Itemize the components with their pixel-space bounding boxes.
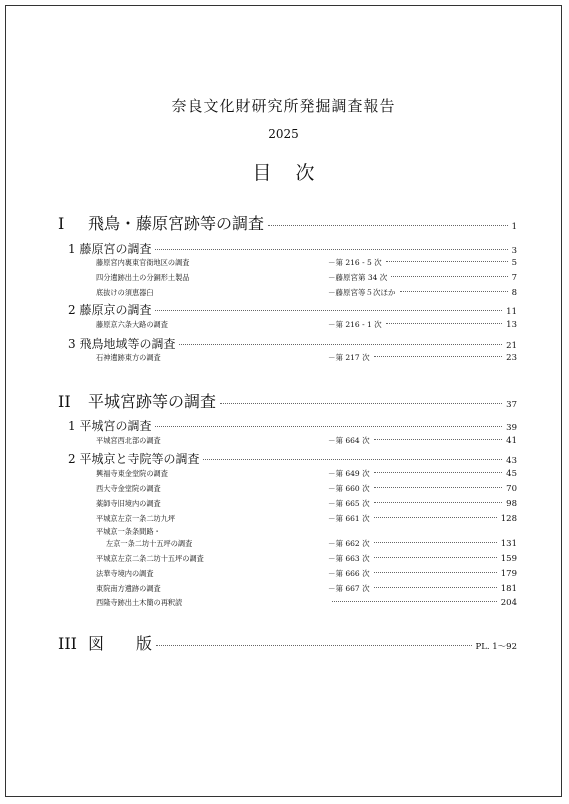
item-ref: －第 663 次 xyxy=(328,554,370,563)
section-title: 平城宮跡等の調査 xyxy=(88,392,217,411)
leader-dots xyxy=(374,587,497,588)
item-title: 法華寺境内の調査 xyxy=(96,569,154,578)
toc-section-1[interactable] xyxy=(6,211,561,234)
leader-dots xyxy=(386,261,508,262)
item-ref: －藤原宮第 34 次 xyxy=(328,273,388,282)
item-title: 西隆寺跡出土木簡の再釈読 xyxy=(96,598,183,607)
page-number: 128 xyxy=(500,514,517,524)
leader-dots xyxy=(203,459,502,460)
page-number: 70 xyxy=(506,484,517,494)
leader-dots xyxy=(155,310,502,311)
item-ref: －第 662 次 xyxy=(328,539,370,548)
item-title: 藤原宮内裏東官衙地区の調査 xyxy=(96,258,190,267)
section-title: 飛鳥・藤原宮跡等の調査 xyxy=(88,214,265,233)
item-ref: －第 665 次 xyxy=(328,499,370,508)
leader-dots xyxy=(268,225,508,226)
page-number: 21 xyxy=(506,341,517,351)
leader-dots xyxy=(179,344,502,345)
item-title: 底抜けの須恵器臼 xyxy=(96,288,154,297)
item-ref: －第 664 次 xyxy=(328,436,370,445)
toc-item[interactable] xyxy=(6,468,561,479)
section-title: 図 版 xyxy=(88,634,153,653)
report-year: 2025 xyxy=(268,127,299,141)
page-number: 45 xyxy=(506,469,517,479)
sub-title: 1 藤原宮の調査 xyxy=(68,242,152,256)
leader-dots xyxy=(374,472,503,473)
toc-section-3[interactable] xyxy=(6,631,561,654)
leader-dots xyxy=(374,439,503,440)
item-title: 平城京左京二条二坊十五坪の調査 xyxy=(96,554,204,563)
page-number: 3 xyxy=(511,246,517,256)
sub-title: 3 飛鳥地域等の調査 xyxy=(68,337,176,351)
leader-dots xyxy=(374,356,503,357)
leader-dots xyxy=(374,557,497,558)
item-title: 石神遺跡東方の調査 xyxy=(96,353,161,362)
page-number: 98 xyxy=(506,499,517,509)
toc-item[interactable] xyxy=(6,319,561,330)
item-title: 西大寺金堂院の調査 xyxy=(96,484,161,493)
toc-item[interactable] xyxy=(6,568,561,579)
leader-dots xyxy=(386,323,503,324)
toc-item[interactable] xyxy=(6,513,561,524)
item-title: 東院南方遺跡の調査 xyxy=(96,584,161,593)
leader-dots xyxy=(156,645,471,646)
report-title: 奈良文化財研究所発掘調査報告 xyxy=(171,97,396,115)
page-number: 39 xyxy=(506,423,517,433)
toc-sub-1-1[interactable] xyxy=(6,240,561,257)
item-ref: －第 667 次 xyxy=(328,584,370,593)
leader-dots xyxy=(220,403,502,404)
section-numeral: II xyxy=(58,392,71,411)
toc-item[interactable] xyxy=(6,553,561,564)
item-ref: －第 216 - 1 次 xyxy=(328,320,382,329)
page-number: 11 xyxy=(506,307,517,317)
toc-item[interactable] xyxy=(6,583,561,594)
item-ref: －第 217 次 xyxy=(328,353,370,362)
item-title: 平城京左京一条二坊九坪 xyxy=(96,514,176,523)
page-number: 43 xyxy=(506,456,517,466)
page-number: 37 xyxy=(506,400,517,410)
item-ref: －第 660 次 xyxy=(328,484,370,493)
toc-sub-2-1[interactable] xyxy=(6,417,561,434)
leader-dots xyxy=(374,487,503,488)
page-number: 5 xyxy=(511,258,517,268)
toc-item[interactable] xyxy=(6,435,561,446)
item-title: 平城宮西北部の調査 xyxy=(96,436,161,445)
item-ref: －第 216 - 5 次 xyxy=(328,258,382,267)
toc-section-2[interactable] xyxy=(6,389,561,412)
toc-item[interactable] xyxy=(6,257,561,268)
item-title: 薬師寺旧境内の調査 xyxy=(96,499,161,508)
toc-item[interactable] xyxy=(6,498,561,509)
sub-title: 1 平城宮の調査 xyxy=(68,419,152,433)
item-title: 藤原京六条大路の調査 xyxy=(96,320,168,329)
leader-dots xyxy=(374,517,497,518)
page-number: 7 xyxy=(511,273,517,283)
section-numeral: I xyxy=(58,214,65,233)
toc-item[interactable] xyxy=(6,538,561,549)
item-title-line2: 左京一条二坊十五坪の調査 xyxy=(106,539,193,548)
item-ref: －第 666 次 xyxy=(328,569,370,578)
sub-title: 2 藤原京の調査 xyxy=(68,303,152,317)
leader-dots xyxy=(155,249,507,250)
toc-item[interactable] xyxy=(6,483,561,494)
section-numeral: III xyxy=(58,634,77,653)
leader-dots xyxy=(400,291,508,292)
leader-dots xyxy=(374,572,497,573)
leader-dots xyxy=(155,426,502,427)
item-ref: －藤原宮等５次ほか xyxy=(328,288,396,297)
document-page xyxy=(5,5,562,797)
page-number: PL. 1～92 xyxy=(475,642,517,652)
item-ref: －第 661 次 xyxy=(328,514,370,523)
page-number: 8 xyxy=(511,288,517,298)
item-title: 興福寺東金堂院の調査 xyxy=(96,469,168,478)
leader-dots xyxy=(374,502,503,503)
toc-item-line1[interactable] xyxy=(6,527,561,537)
page-number: 41 xyxy=(506,436,517,446)
page-number: 179 xyxy=(500,569,517,579)
leader-dots xyxy=(374,542,497,543)
toc-item[interactable] xyxy=(6,352,561,363)
item-ref: －第 649 次 xyxy=(328,469,370,478)
leader-dots xyxy=(391,276,507,277)
toc-sub-1-3[interactable] xyxy=(6,335,561,352)
toc-sub-2-2[interactable] xyxy=(6,450,561,467)
page-number: 13 xyxy=(506,320,517,330)
toc-item[interactable] xyxy=(6,598,561,608)
toc-item[interactable] xyxy=(6,272,561,283)
sub-title: 2 平城京と寺院等の調査 xyxy=(68,452,200,466)
toc-item[interactable] xyxy=(6,287,561,298)
toc-heading: 目 次 xyxy=(252,162,315,184)
page-number: 23 xyxy=(506,353,517,363)
page-number: 1 xyxy=(511,222,517,232)
toc-sub-1-2[interactable] xyxy=(6,301,561,318)
item-title: 平城京一条条間路・ xyxy=(96,527,161,536)
page-number: 159 xyxy=(500,554,517,564)
item-title: 四分遺跡出土の分銅形土製品 xyxy=(96,273,190,282)
page-number: 131 xyxy=(500,539,517,549)
page-number: 204 xyxy=(500,598,517,608)
leader-dots xyxy=(332,601,497,602)
page-number: 181 xyxy=(500,584,517,594)
